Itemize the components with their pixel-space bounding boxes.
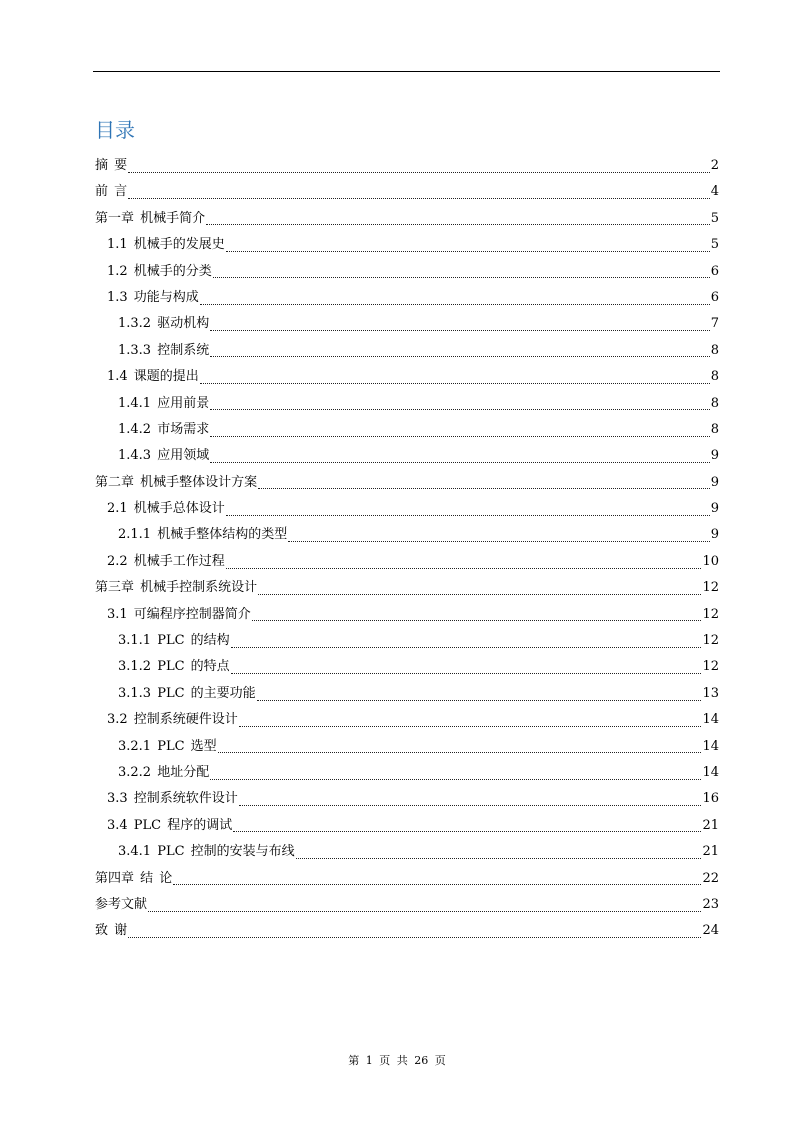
- toc-dot-leader: [258, 488, 710, 489]
- toc-entry[interactable]: [95, 445, 719, 471]
- toc-dot-leader: [231, 673, 702, 674]
- toc-entry-title: 第二章 机械手整体设计方案: [95, 474, 258, 490]
- toc-entry[interactable]: [95, 736, 719, 762]
- toc-entry-page-number: 9: [710, 527, 719, 543]
- toc-entry[interactable]: [95, 524, 719, 550]
- toc-entry[interactable]: [95, 208, 719, 234]
- toc-entry-title: 3.1.3 PLC 的主要功能: [118, 685, 256, 701]
- toc-dot-leader: [296, 858, 702, 859]
- toc-entry-title: 第四章 结 论: [95, 870, 173, 886]
- toc-entry[interactable]: [95, 841, 719, 867]
- toc-entry-page-number: 12: [702, 659, 719, 675]
- toc-entry-title: 1.4.2 市场需求: [118, 421, 210, 437]
- toc-entry-page-number: 12: [702, 580, 719, 596]
- toc-dot-leader: [148, 911, 701, 912]
- toc-dot-leader: [231, 647, 702, 648]
- toc-entry[interactable]: [95, 630, 719, 656]
- toc-entry-page-number: 9: [710, 448, 719, 464]
- toc-entry[interactable]: [95, 551, 719, 577]
- toc-entry[interactable]: [95, 604, 719, 630]
- toc-dot-leader: [210, 409, 710, 410]
- toc-entry-page-number: 8: [710, 421, 719, 437]
- toc-entry[interactable]: [95, 788, 719, 814]
- toc-dot-leader: [173, 884, 701, 885]
- toc-entry-page-number: 12: [702, 633, 719, 649]
- toc-entry-title: 3.2.2 地址分配: [118, 764, 210, 780]
- toc-entry-title: 1.3.3 控制系统: [118, 342, 210, 358]
- toc-entry[interactable]: [95, 472, 719, 498]
- toc-entry-page-number: 14: [702, 712, 719, 728]
- toc-entry-page-number: 8: [710, 369, 719, 385]
- toc-entry-page-number: 9: [710, 474, 719, 490]
- toc-entry[interactable]: [95, 287, 719, 313]
- toc-entry-title: 1.4 课题的提出: [107, 369, 199, 385]
- toc-entry-title: 3.1 可编程序控制器简介: [107, 606, 251, 622]
- toc-dot-leader: [210, 330, 710, 331]
- toc-entry[interactable]: [95, 868, 719, 894]
- toc-dot-leader: [128, 198, 710, 199]
- toc-entry-page-number: 8: [710, 395, 719, 411]
- toc-entry-title: 第三章 机械手控制系统设计: [95, 580, 258, 596]
- toc-entry-page-number: 12: [702, 606, 719, 622]
- toc-dot-leader: [252, 620, 702, 621]
- toc-entry-page-number: 4: [710, 184, 719, 200]
- toc-entry-page-number: 2: [710, 158, 719, 173]
- toc-entry-page-number: 23: [702, 896, 719, 912]
- toc-entry-title: 3.2 控制系统硬件设计: [107, 712, 238, 728]
- toc-entry-page-number: 24: [702, 923, 719, 939]
- toc-entry[interactable]: [95, 815, 719, 841]
- toc-dot-leader: [226, 515, 710, 516]
- toc-entry-title: 摘 要: [95, 158, 128, 173]
- toc-entry-page-number: 8: [710, 342, 719, 358]
- toc-dot-leader: [200, 383, 710, 384]
- toc-entry-page-number: 13: [702, 685, 719, 701]
- toc-entry-title: 3.2.1 PLC 选型: [118, 738, 217, 754]
- toc-entry[interactable]: [95, 234, 719, 260]
- toc-dot-leader: [210, 462, 710, 463]
- toc-entry-page-number: 22: [702, 870, 719, 886]
- toc-entry-title: 3.3 控制系统软件设计: [107, 791, 238, 807]
- toc-entry-title: 第一章 机械手简介: [95, 210, 206, 226]
- toc-entry-page-number: 21: [702, 817, 719, 833]
- toc-entry[interactable]: [95, 498, 719, 524]
- toc-entry[interactable]: [95, 340, 719, 366]
- toc-dot-leader: [128, 172, 710, 173]
- toc-title: 目录: [95, 118, 135, 142]
- toc-dot-leader: [213, 277, 710, 278]
- toc-entry[interactable]: [95, 683, 719, 709]
- toc-entry-title: 3.4 PLC 程序的调试: [107, 817, 233, 833]
- toc-entry[interactable]: [95, 155, 719, 181]
- toc-entry[interactable]: [95, 313, 719, 339]
- toc-entry-page-number: 7: [710, 316, 719, 332]
- toc-dot-leader: [218, 752, 702, 753]
- toc-entry-title: 1.3 功能与构成: [107, 289, 199, 305]
- toc-entry-page-number: 5: [710, 237, 719, 253]
- toc-dot-leader: [226, 568, 702, 569]
- toc-entry-page-number: 6: [710, 263, 719, 279]
- toc-dot-leader: [257, 700, 702, 701]
- toc-entry-title: 2.2 机械手工作过程: [107, 553, 225, 569]
- toc-entry-title: 2.1 机械手总体设计: [107, 501, 225, 517]
- toc-dot-leader: [233, 831, 701, 832]
- toc-entry-title: 致 谢: [95, 923, 128, 939]
- toc-entry-title: 3.4.1 PLC 控制的安装与布线: [118, 844, 295, 860]
- toc-entry-title: 1.4.1 应用前景: [118, 395, 210, 411]
- toc-entry-page-number: 5: [710, 210, 719, 226]
- toc-dot-leader: [200, 304, 710, 305]
- toc-entry-title: 1.2 机械手的分类: [107, 263, 212, 279]
- toc-entry[interactable]: [95, 419, 719, 445]
- toc-entry-title: 1.4.3 应用领域: [118, 448, 210, 464]
- toc-entry[interactable]: [95, 762, 719, 788]
- toc-entry[interactable]: [95, 181, 719, 207]
- toc-entry[interactable]: [95, 920, 719, 946]
- toc-dot-leader: [239, 726, 702, 727]
- toc-entry-page-number: 14: [702, 764, 719, 780]
- header-rule: [93, 71, 720, 72]
- toc-entry[interactable]: [95, 393, 719, 419]
- toc-entry-title: 3.1.1 PLC 的结构: [118, 633, 230, 649]
- toc-dot-leader: [210, 356, 710, 357]
- toc-entry-page-number: 14: [702, 738, 719, 754]
- toc-dot-leader: [239, 805, 702, 806]
- page-footer: 第 1 页 共 26 页: [348, 1054, 446, 1067]
- toc-entry[interactable]: [95, 656, 719, 682]
- toc-entry-page-number: 6: [710, 289, 719, 305]
- toc-entry-title: 参考文献: [95, 896, 148, 912]
- toc-dot-leader: [206, 224, 710, 225]
- toc-entry[interactable]: [95, 894, 719, 920]
- toc-entry-title: 1.1 机械手的发展史: [107, 237, 225, 253]
- toc-entry[interactable]: [95, 709, 719, 735]
- toc-entry-page-number: 9: [710, 501, 719, 517]
- toc-entry-page-number: 10: [702, 553, 719, 569]
- toc-entry-title: 1.3.2 驱动机构: [118, 316, 210, 332]
- toc-dot-leader: [210, 436, 710, 437]
- toc-entry-title: 前 言: [95, 184, 128, 200]
- toc-dot-leader: [258, 594, 701, 595]
- toc-entry[interactable]: [95, 261, 719, 287]
- toc-entry-title: 3.1.2 PLC 的特点: [118, 659, 230, 675]
- toc-dot-leader: [128, 937, 701, 938]
- table-of-contents: [95, 155, 719, 947]
- toc-entry-page-number: 16: [702, 791, 719, 807]
- toc-dot-leader: [226, 251, 710, 252]
- toc-entry-title: 2.1.1 机械手整体结构的类型: [118, 527, 288, 543]
- toc-entry[interactable]: [95, 577, 719, 603]
- toc-dot-leader: [210, 779, 701, 780]
- toc-dot-leader: [288, 541, 710, 542]
- toc-entry[interactable]: [95, 366, 719, 392]
- toc-entry-page-number: 21: [702, 844, 719, 860]
